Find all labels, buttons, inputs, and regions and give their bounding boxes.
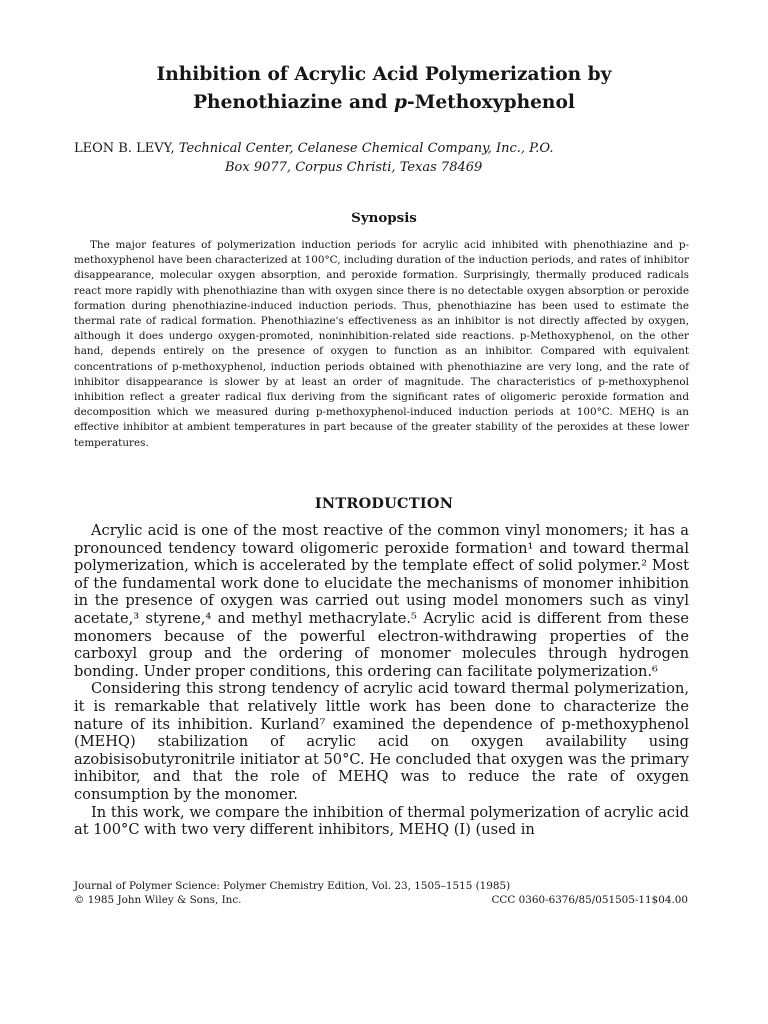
introduction-heading: INTRODUCTION: [314, 495, 454, 512]
introduction-paragraph-2: Considering this strong tendency of acrylic acid toward thermal polymerization, it is remarkable that relatively little work has been done to characterize the nature of its inhibition. Kurland⁷ examined the dependence of p-methoxyphenol (MEHQ) stabilization of acrylic acid on oxygen availability using azobisisobutyronitrile initiator at 50°C. He concluded that oxygen was the primary inhibitor, and that the role of MEHQ was to reduce the rate of oxygen consumption by the monomer.: [74, 680, 689, 803]
author-affiliation-line-1: Technical Center, Celanese Chemical Company, Inc., P.O.: [178, 141, 554, 156]
author-affiliation-line-2: Box 9077, Corpus Christi, Texas 78469: [225, 160, 483, 175]
ccc-code: CCC 0360-6376/85/051505-11$04.00: [491, 894, 688, 906]
title-line-1: Inhibition of Acrylic Acid Polymerization by: [156, 64, 612, 85]
copyright-notice: © 1985 John Wiley & Sons, Inc.: [74, 894, 242, 906]
paper-title: [60, 61, 708, 117]
introduction-paragraph-1: Acrylic acid is one of the most reactive of the common vinyl monomers; it has a pronounced tendency toward oligomeric peroxide formation¹ and toward thermal polymerization, which is accelerated by the template effect of solid polymer.² Most of the fundamental work done to elucidate the mechanisms of monomer inhibition in the presence of oxygen was carried out using model monomers such as vinyl acetate,³ styrene,⁴ and methyl methacrylate.⁵ Acrylic acid is different from these monomers because of the powerful electron-withdrawing properties of the carboxyl group and the ordering of monomer molecules through hydrogen bonding. Under proper conditions, this ordering can facilitate polymerization.⁶: [74, 522, 689, 680]
title-line-2c: -Methoxyphenol: [407, 92, 575, 113]
introduction-paragraph-3: In this work, we compare the inhibition of thermal polymerization of acrylic acid at 100°C with two very different inhibitors, MEHQ (I) (used in: [74, 803, 689, 839]
journal-citation: Journal of Polymer Science: Polymer Chemistry Edition, Vol. 23, 1505–1515 (1985): [74, 880, 511, 892]
author-byline: [74, 139, 714, 177]
journal-footer: [74, 879, 688, 907]
title-line-2a: Phenothiazine and: [193, 92, 395, 113]
synopsis-heading: Synopsis: [351, 210, 417, 226]
title-line-2b: p: [394, 92, 408, 113]
introduction-body: [74, 522, 689, 839]
author-name: LEON B. LEVY,: [74, 141, 175, 156]
synopsis-text: The major features of polymerization induction periods for acrylic acid inhibited with phenothiazine and p-methoxyphenol have been characterized at 100°C, including duration of the induction periods, and rates of inhibitor disappearance, molecular oxygen absorption, and peroxide formation. Surprisingly, thermally produced radicals react more rapidly with phenothiazine than with oxygen since there is no detectable oxygen absorption or peroxide formation during phenothiazine-induced induction periods. Thus, phenothiazine has been used to estimate the thermal rate of radical formation. Phenothiazine's effectiveness as an inhibitor is not directly affected by oxygen, although it does undergo oxygen-promoted, noninhibition-related side reactions. p-Methoxyphenol, on the other hand, depends entirely on the presence of oxygen to function as an inhibitor. Compared with equivalent concentrations of p-methoxyphenol, induction periods obtained with phenothiazine are very long, and the rate of inhibitor disappearance is slower by at least an order of magnitude. The characteristics of p-methoxyphenol inhibition reflect a greater radical flux deriving from the significant rates of oligomeric peroxide formation and decomposition which we measured during p-methoxyphenol-induced induction periods at 100°C. MEHQ is an effective inhibitor at ambient temperatures in part because of the greater stability of the peroxides at these lower temperatures.: [74, 239, 689, 449]
